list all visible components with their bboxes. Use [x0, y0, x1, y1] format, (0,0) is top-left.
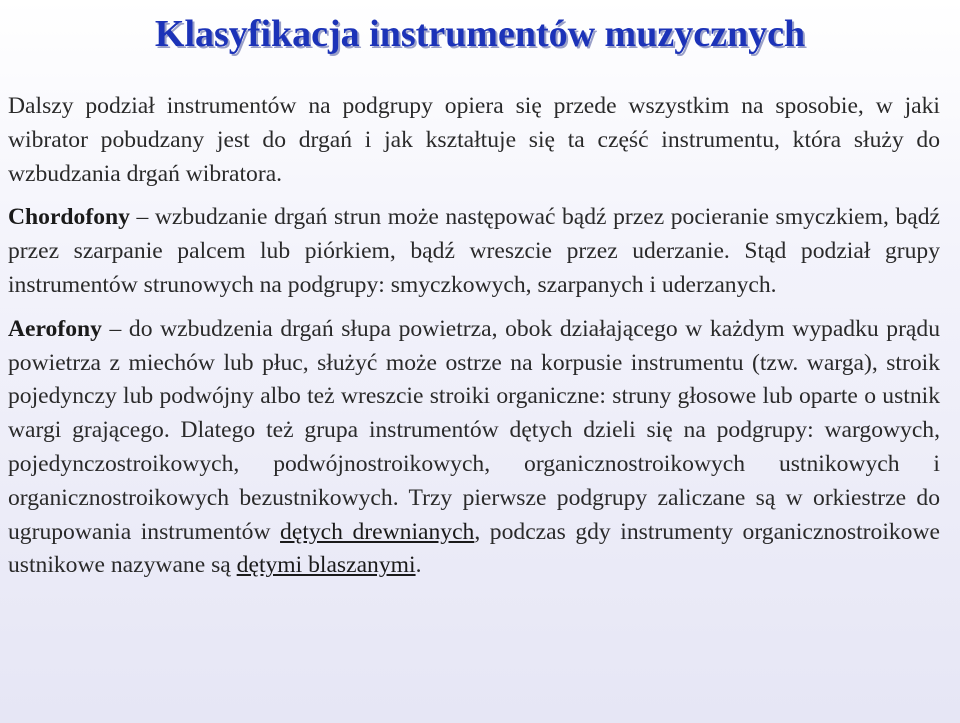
paragraph-intro-text: Dalszy podział instrumentów na podgrupy opiera się przede wszystkim na sposobie, w jaki wibrator pobudzany jest do drgań i jak kształtuje się ta część instrumentu, która służy do wzbudzania drgań wibratora. — [8, 93, 940, 187]
link-dete-drewniane[interactable]: dętych drewnianych — [280, 518, 475, 545]
link-dete-blaszane[interactable]: dętymi blaszanymi — [236, 552, 416, 579]
paragraph-aerofony-text-middle: , podczas gdy instrumenty organicznostroikowe ustnikowe nazywane są — [8, 518, 940, 579]
paragraph-intro — [8, 90, 940, 191]
paragraph-aerofony-text-after: . — [415, 552, 422, 579]
paragraph-aerofony — [8, 313, 940, 583]
term-aerofony: Aerofony — [8, 315, 102, 342]
page-title: Klasyfikacja instrumentów muzycznych — [154, 13, 806, 55]
paragraph-chordofony — [8, 201, 940, 302]
paragraph-aerofony-text-before: – do wzbudzenia drgań słupa powietrza, obok działającego w każdym wypadku prądu powietrza z miechów lub płuc, służyć może ostrze na korpusie instrumentu (tzw. warga), stroik pojedynczy lub podwójny albo też wreszcie stroiki organiczne: struny głosowe lub oparte o ustnik wargi grającego. Dlatego też grupa instrumentów dętych dzieli się na podgrupy: wargowych, pojedynczostroikowych, podwójnostroikowych, organicznostroikowych ustnikowych i organicznostroikowych bezustnikowych. Trzy pierwsze podgrupy zaliczane są w orkiestrze do ugrupowania instrumentów — [8, 315, 940, 545]
slide-body — [8, 90, 940, 583]
paragraph-chordofony-text: – wzbudzanie drgań strun może następować bądź przez pocieranie smyczkiem, bądź przez szarpanie palcem lub piórkiem, bądź wreszcie przez uderzanie. Stąd podział grupy instrumentów strunowych na podgrupy: smyczkowych, szarpanych i uderzanych. — [8, 204, 940, 298]
term-chordofony: Chordofony — [8, 204, 130, 231]
